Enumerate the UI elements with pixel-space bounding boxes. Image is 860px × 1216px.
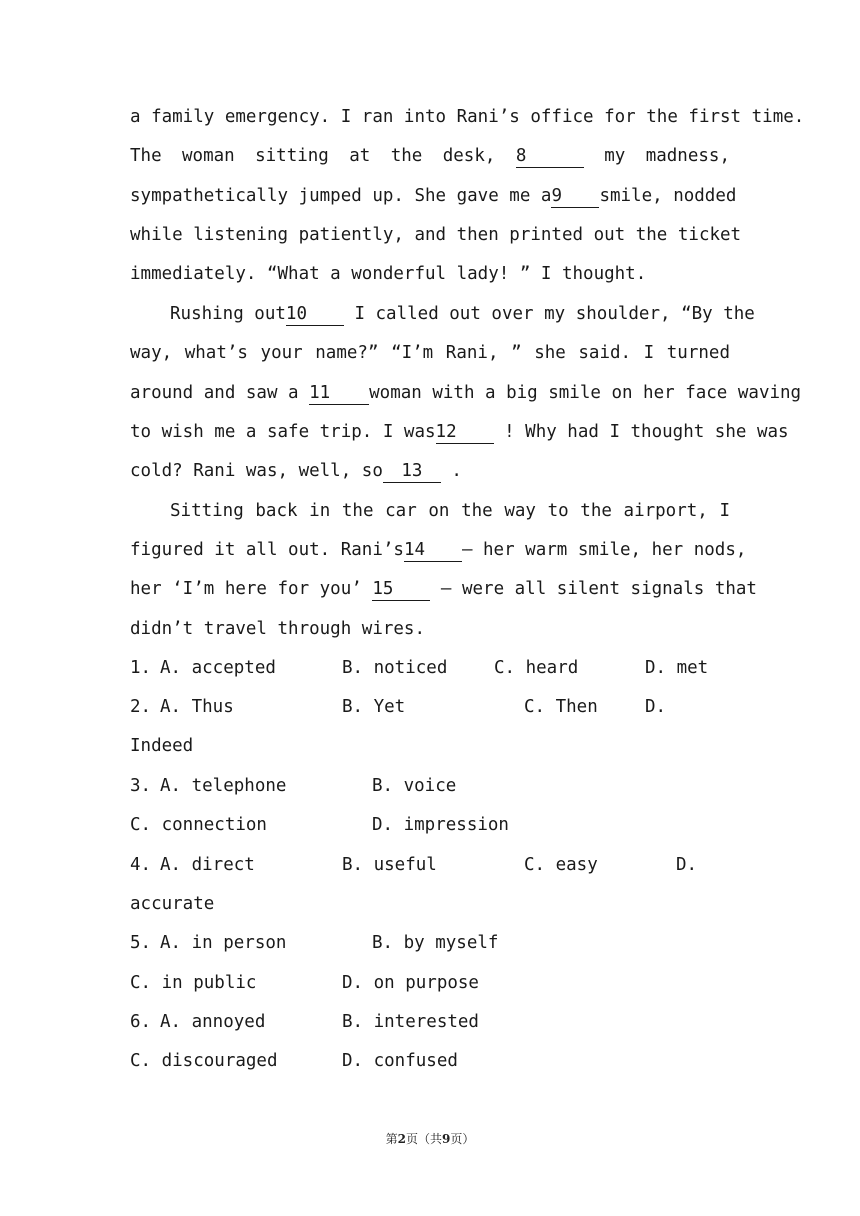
blank-8: 8 [516, 145, 584, 168]
blank-9: 9 [551, 185, 599, 208]
option-c: C. Then [524, 697, 598, 717]
option-d-text: accurate [130, 894, 215, 914]
question-number: 3. [130, 776, 152, 796]
option-a: A. direct [160, 855, 255, 875]
passage-line: The woman sitting at the desk, 8 my madness, [130, 146, 730, 166]
current-page-number: 2 [397, 1132, 406, 1146]
question-number: 1. [130, 658, 152, 678]
option-b: B. noticed [342, 658, 448, 678]
option-a: A. Thus [160, 697, 234, 717]
passage-line: a family emergency. I ran into Rani’s office for the first time. [130, 107, 805, 127]
blank-13: 13 [383, 460, 441, 483]
option-d: D. on purpose [342, 973, 479, 993]
option-a: A. telephone [160, 776, 287, 796]
passage-line: Sitting back in the car on the way to the airport, I [170, 501, 730, 521]
blank-14: 14 [404, 539, 462, 562]
option-d: D. confused [342, 1051, 458, 1071]
passage-line: her ‘I’m here for you’ 15 — were all silent signals that [130, 579, 757, 599]
option-d: D. met [645, 658, 709, 678]
passage-line: figured it all out. Rani’s14 — her warm smile, her nods, [130, 540, 747, 560]
option-a: A. in person [160, 933, 287, 953]
passage-line: to wish me a safe trip. I was12 ! Why had I thought she was [130, 422, 789, 442]
blank-11: 11 [309, 382, 369, 405]
option-a: A. annoyed [160, 1012, 266, 1032]
option-a: A. accepted [160, 658, 276, 678]
passage-line: around and saw a 11 woman with a big smile on her face waving [130, 383, 802, 403]
passage-line: Rushing out10 I called out over my shoulder, “By the [170, 304, 755, 324]
option-d: D. [676, 855, 698, 875]
option-d: D. [645, 697, 667, 717]
page-footer: 第2页（共9页） [385, 1132, 475, 1146]
blank-15: 15 [372, 578, 430, 601]
option-c: C. heard [494, 658, 579, 678]
total-pages-number: 9 [442, 1132, 451, 1146]
passage-line: way, what’s your name?” “I’m Rani, ” she said. I turned [130, 343, 730, 363]
passage-line: immediately. “What a wonderful lady! ” I thought. [130, 264, 647, 284]
passage-line: while listening patiently, and then printed out the ticket [130, 225, 742, 245]
option-c: C. in public [130, 973, 257, 993]
question-number: 2. [130, 697, 152, 717]
passage-line: cold? Rani was, well, so 13 . [130, 461, 462, 481]
question-number: 4. [130, 855, 152, 875]
question-number: 5. [130, 933, 152, 953]
question-number: 6. [130, 1012, 152, 1032]
option-b: B. voice [372, 776, 457, 796]
blank-10: 10 [286, 303, 344, 326]
blank-12: 12 [436, 421, 494, 444]
option-c: C. discouraged [130, 1051, 278, 1071]
option-b: B. by myself [372, 933, 499, 953]
option-b: B. Yet [342, 697, 406, 717]
option-b: B. useful [342, 855, 437, 875]
option-b: B. interested [342, 1012, 479, 1032]
option-c: C. easy [524, 855, 598, 875]
option-d: D. impression [372, 815, 509, 835]
passage-line: didn’t travel through wires. [130, 619, 426, 639]
passage-line: sympathetically jumped up. She gave me a9 smile, nodded [130, 186, 737, 206]
option-d-text: Indeed [130, 736, 194, 756]
option-c: C. connection [130, 815, 267, 835]
